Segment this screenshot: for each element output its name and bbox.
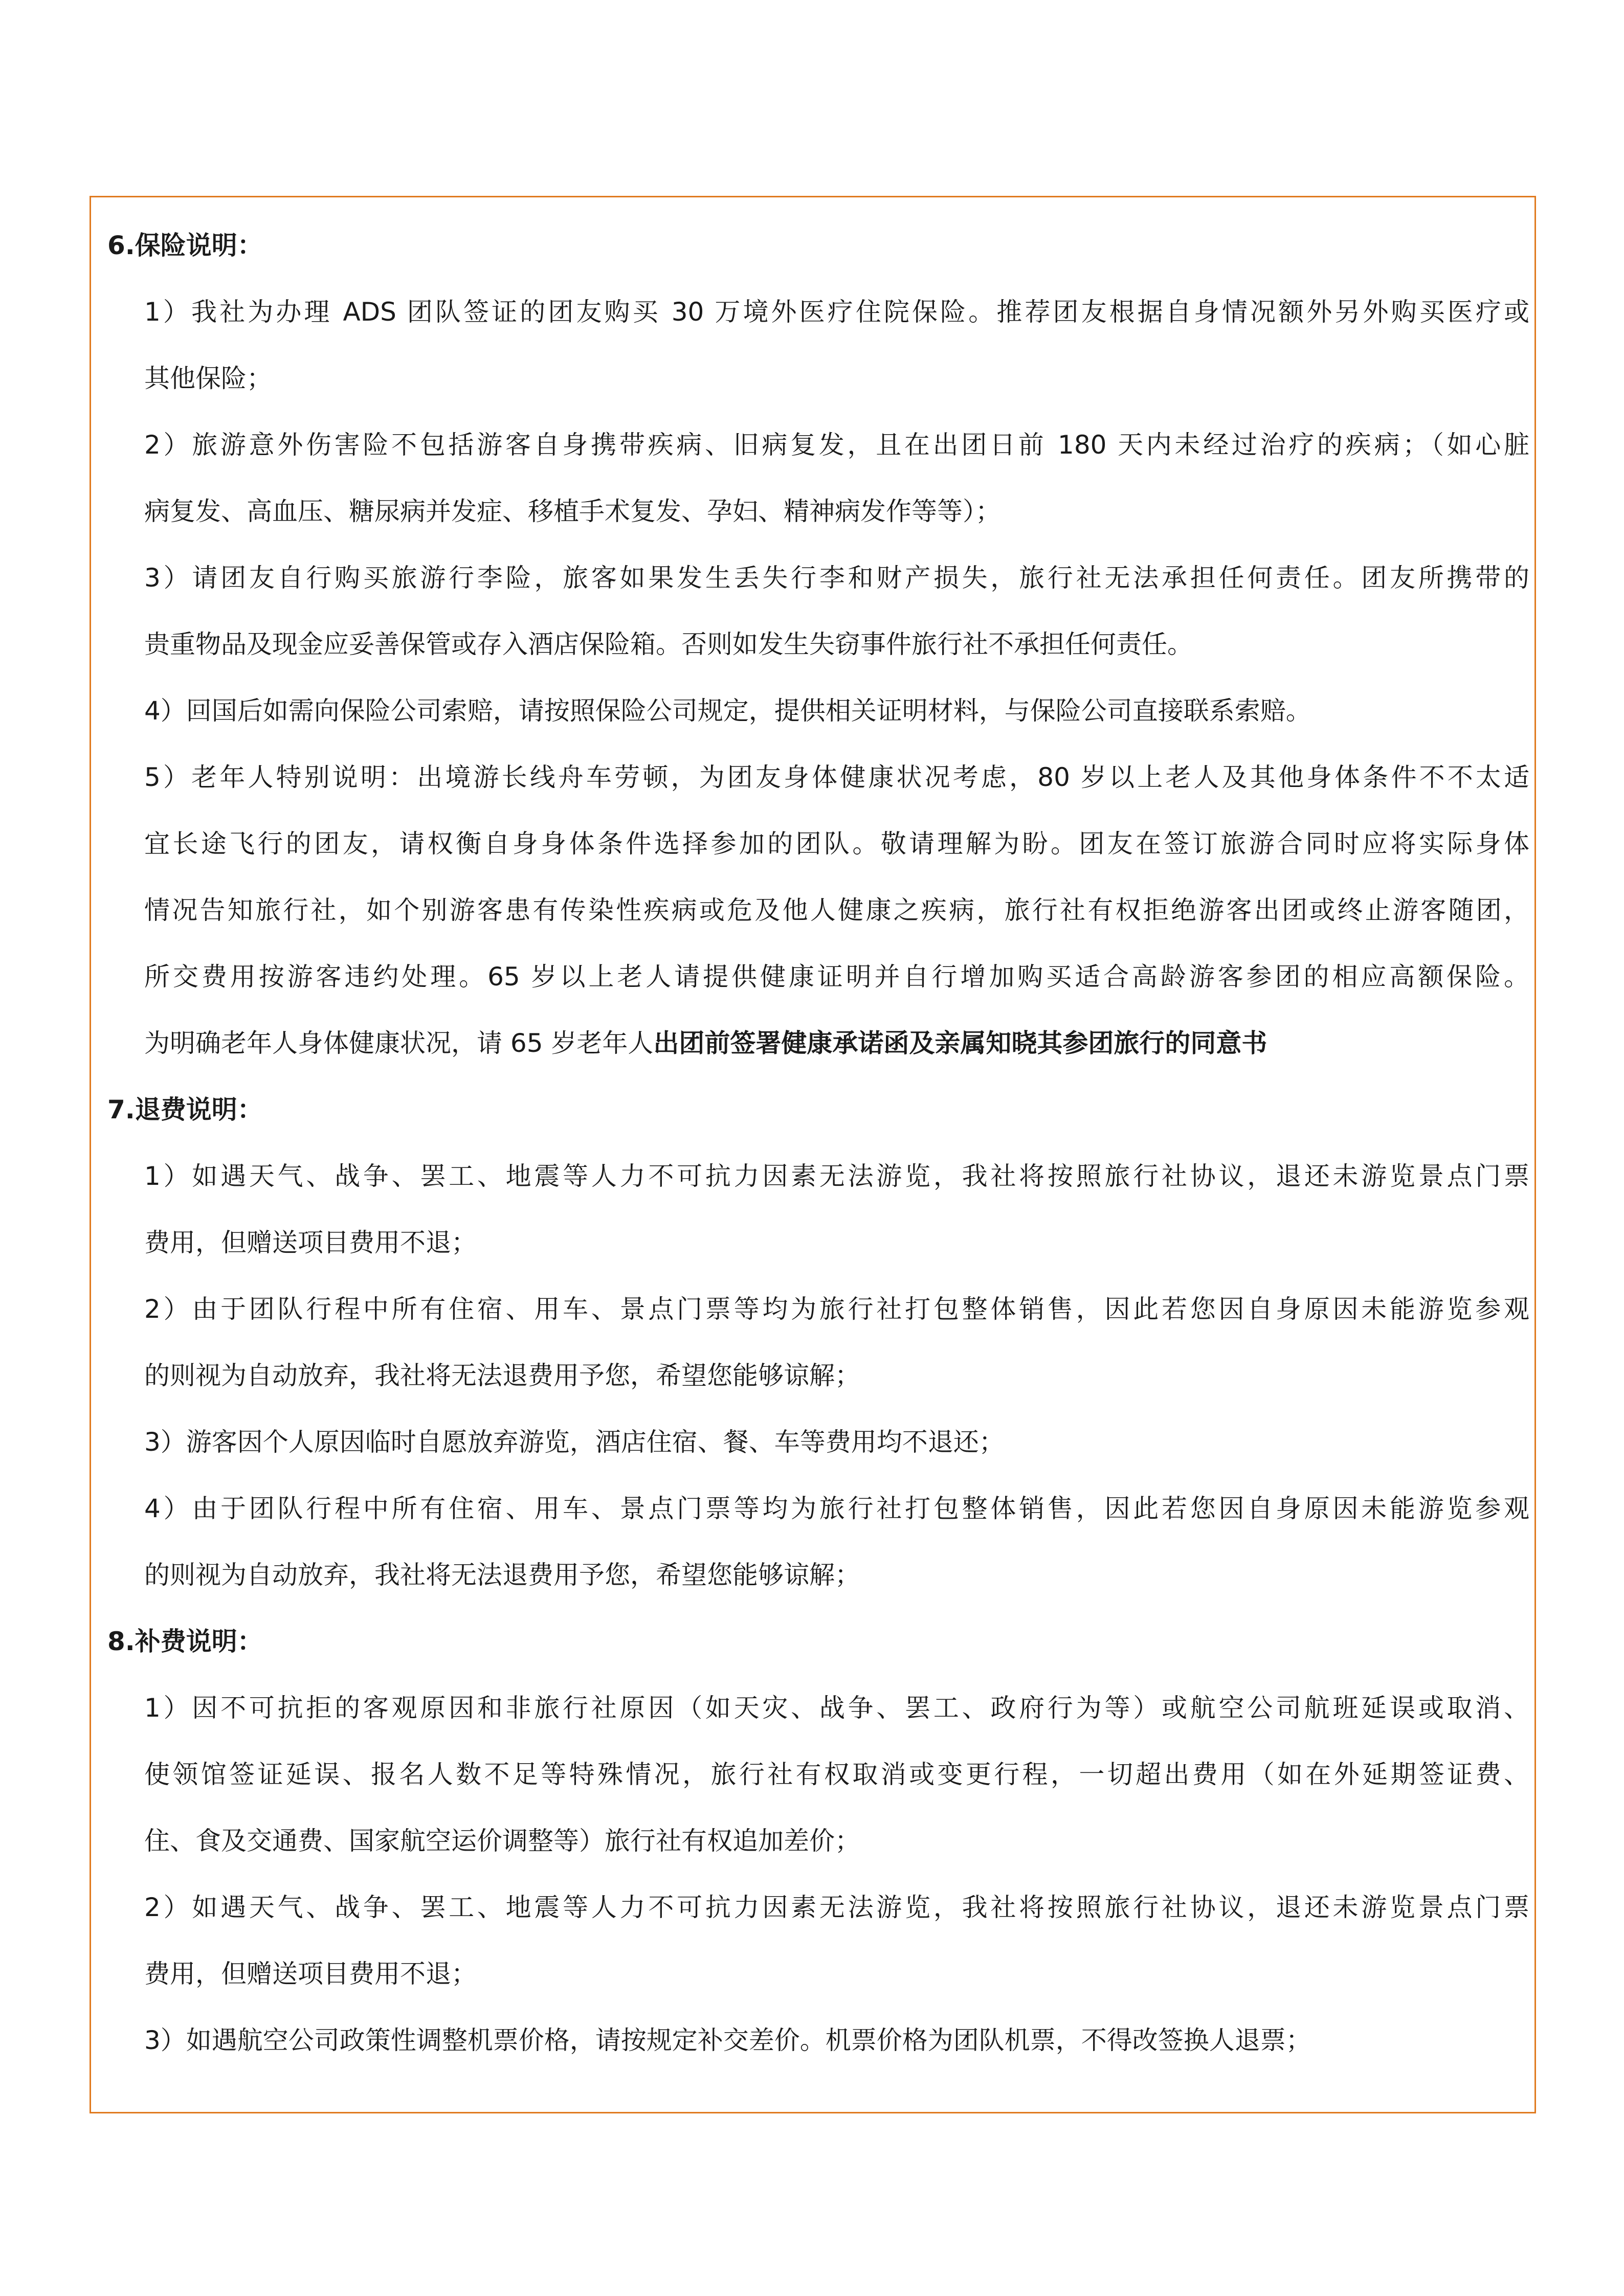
section-heading-insurance: 6.保险说明： [107,231,263,260]
text-line: 1）因不可抗拒的客观原因和非旅行社原因（如天灾、战争、罢工、政府行为等）或航空公司航班延误或取消、 [144,1693,1529,1723]
paragraph [107,1675,1529,1874]
paragraph [107,1475,1529,1608]
paragraph [107,1874,1529,2007]
paragraph [107,2007,1529,2074]
text-line: 使领馆签证延误、报名人数不足等特殊情况，旅行社有权取消或变更行程，一切超出费用（如在外延期签证费、 [144,1760,1529,1789]
paragraph [107,1409,1529,1475]
text-line: 2）旅游意外伤害险不包括游客自身携带疾病、旧病复发，且在出团日前 180 天内未经过治疗的疾病；（如心脏 [144,430,1529,460]
paragraph [107,279,1529,412]
text-line: 其他保险； [144,364,272,393]
text-line: 所交费用按游客违约处理。65 岁以上老人请提供健康证明并自行增加购买适合高龄游客参团的相应高额保险。 [144,962,1529,992]
text-line: 病复发、高血压、糖尿病并发症、移植手术复发、孕妇、精神病发作等等）； [144,497,1001,526]
paragraph [107,744,1529,1076]
bold-emphasis-text: 出团前签署健康承诺函及亲属知晓其参团旅行的同意书 [653,1028,1267,1058]
paragraph [107,545,1529,678]
text-line: 的则视为自动放弃，我社将无法退费用予您，希望您能够谅解； [144,1560,860,1590]
text-line: 情况告知旅行社，如个别游客患有传染性疾病或危及他人健康之疾病，旅行社有权拒绝游客出团或终止游客随团， [144,895,1529,925]
text-line: 5）老年人特别说明：出境游长线舟车劳顿，为团友身体健康状况考虑，80 岁以上老人及其他身体条件不不太适 [144,762,1529,792]
text-line: 4）由于团队行程中所有住宿、用车、景点门票等均为旅行社打包整体销售，因此若您因自身原因未能游览参观 [144,1494,1529,1523]
text-line: 2）由于团队行程中所有住宿、用车、景点门票等均为旅行社打包整体销售，因此若您因自身原因未能游览参观 [144,1294,1529,1324]
text-line: 3）如遇航空公司政策性调整机票价格，请按规定补交差价。机票价格为团队机票，不得改签换人退票； [144,2025,1311,2055]
section-heading-refund: 7.退费说明： [107,1095,263,1124]
paragraph [107,1276,1529,1409]
paragraph [107,678,1529,744]
text-line: 1）我社为办理 ADS 团队签证的团友购买 30 万境外医疗住院保险。推荐团友根据自身情况额外另外购买医疗或 [144,297,1529,327]
text-line: 3）游客因个人原因临时自愿放弃游览，酒店住宿、餐、车等费用均不退还； [144,1427,1005,1457]
text-line: 费用，但赠送项目费用不退； [144,1228,477,1257]
text-line: 费用，但赠送项目费用不退； [144,1959,477,1989]
text-line: 的则视为自动放弃，我社将无法退费用予您，希望您能够谅解； [144,1361,860,1390]
text-line: 1）如遇天气、战争、罢工、地震等人力不可抗力因素无法游览，我社将按照旅行社协议，退还未游览景点门票 [144,1161,1529,1191]
paragraph [107,412,1529,545]
text-line: 4）回国后如需向保险公司索赔，请按照保险公司规定，提供相关证明材料，与保险公司直接联系索赔。 [144,696,1311,726]
text-line: 贵重物品及现金应妥善保管或存入酒店保险箱。否则如发生失窃事件旅行社不承担任何责任。 [144,629,1193,659]
text-line: 3）请团友自行购买旅游行李险，旅客如果发生丢失行李和财产损失，旅行社无法承担任何责任。团友所携带的 [144,563,1529,593]
paragraph [107,1143,1529,1276]
text-line: 宜长途飞行的团友，请权衡自身身体条件选择参加的团队。敬请理解为盼。团友在签订旅游合同时应将实际身体 [144,829,1529,859]
section-heading-supplement: 8.补费说明： [107,1627,263,1656]
text-line: 住、食及交通费、国家航空运价调整等）旅行社有权追加差价； [144,1826,860,1856]
text-line [144,1010,1529,1076]
document-body [107,212,1529,2074]
text-line: 2）如遇天气、战争、罢工、地震等人力不可抗力因素无法游览，我社将按照旅行社协议，退还未游览景点门票 [144,1893,1529,1922]
text-segment: 为明确老年人身体健康状况，请 65 岁老年人 [144,1028,654,1058]
